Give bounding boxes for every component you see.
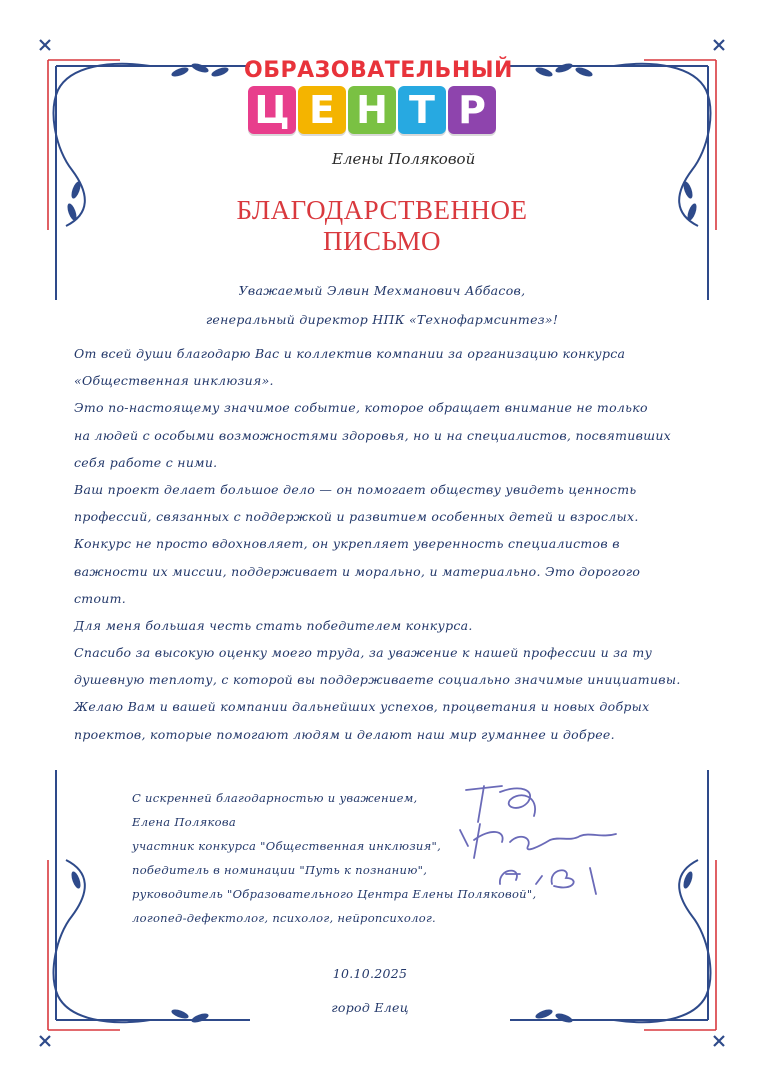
signature-line: руководитель "Образовательного Центра Елены Поляковой",: [132, 887, 537, 901]
body-line: важности их миссии, поддерживает и морально, и материально. Это дорогого: [74, 563, 641, 579]
signature-line: С искренней благодарностью и уважением,: [132, 791, 418, 805]
logo-letter: Ц: [248, 86, 296, 134]
body-line: стоит.: [74, 590, 127, 606]
body-line: душевную теплоту, с которой вы поддерживаете социально значимые инициативы.: [74, 672, 681, 688]
frame-corner-top-left: [54, 64, 150, 226]
letter-date: 10.10.2025: [332, 966, 408, 981]
letter-body: [74, 340, 694, 748]
letter-title-line2: ПИСЬМО: [323, 226, 441, 256]
body-line: Ваш проект делает большое дело — он помогает обществу увидеть ценность: [74, 481, 637, 497]
logo-letter: Н: [348, 86, 396, 134]
body-line: Для меня большая честь стать победителем конкурса.: [74, 617, 473, 633]
body-line: профессий, связанных с поддержкой и развитием особенных детей и взрослых.: [74, 509, 639, 525]
logo-center-blocks: [248, 86, 496, 138]
body-line: проектов, которые помогают людям и делают наш мир гуманнее и добрее.: [74, 726, 615, 742]
letter-city: город Елец: [331, 1000, 409, 1015]
signature-line: логопед-дефектолог, психолог, нейропсихолог.: [132, 911, 437, 925]
body-line: Конкурс не просто вдохновляет, он укрепляет уверенность специалистов в: [74, 536, 620, 552]
body-line: себя работе с ними.: [74, 454, 218, 470]
body-line: Спасибо за высокую оценку моего труда, за уважение к нашей профессии и за ту: [74, 645, 653, 661]
logo-letter: Р: [448, 86, 496, 134]
body-line: «Общественная инклюзия».: [74, 373, 274, 389]
logo-owner-name: Елены Поляковой: [332, 150, 476, 168]
body-line: на людей с особыми возможностями здоровья, но и на специалистов, посвятивших: [74, 427, 672, 443]
body-line: От всей души благодарю Вас и коллектив компании за организацию конкурса: [74, 346, 626, 361]
body-line: Это по-настоящему значимое событие, которое обращает внимание не только: [74, 400, 648, 416]
greeting-line2: генеральный директор НПК «Технофармсинтез»!: [205, 312, 559, 327]
letter-title-line1: БЛАГОДАРСТВЕННОЕ: [236, 195, 528, 225]
logo-letter: Т: [398, 86, 446, 134]
body-line: Желаю Вам и вашей компании дальнейших успехов, процветания и новых добрых: [74, 699, 650, 715]
signature-line: победитель в номинации "Путь к познанию",: [132, 863, 428, 877]
logo-title: ОБРАЗОВАТЕЛЬНЫЙ: [244, 58, 513, 83]
signature-line: участник конкурса "Общественная инклюзия",: [132, 839, 442, 853]
frame-corner-top-right: [614, 64, 710, 226]
signature-line: Елена Полякова: [132, 815, 237, 829]
logo-letter: Е: [298, 86, 346, 134]
greeting-line1: Уважаемый Элвин Мехманович Аббасов,: [238, 283, 526, 298]
handwritten-signature: [440, 776, 640, 896]
